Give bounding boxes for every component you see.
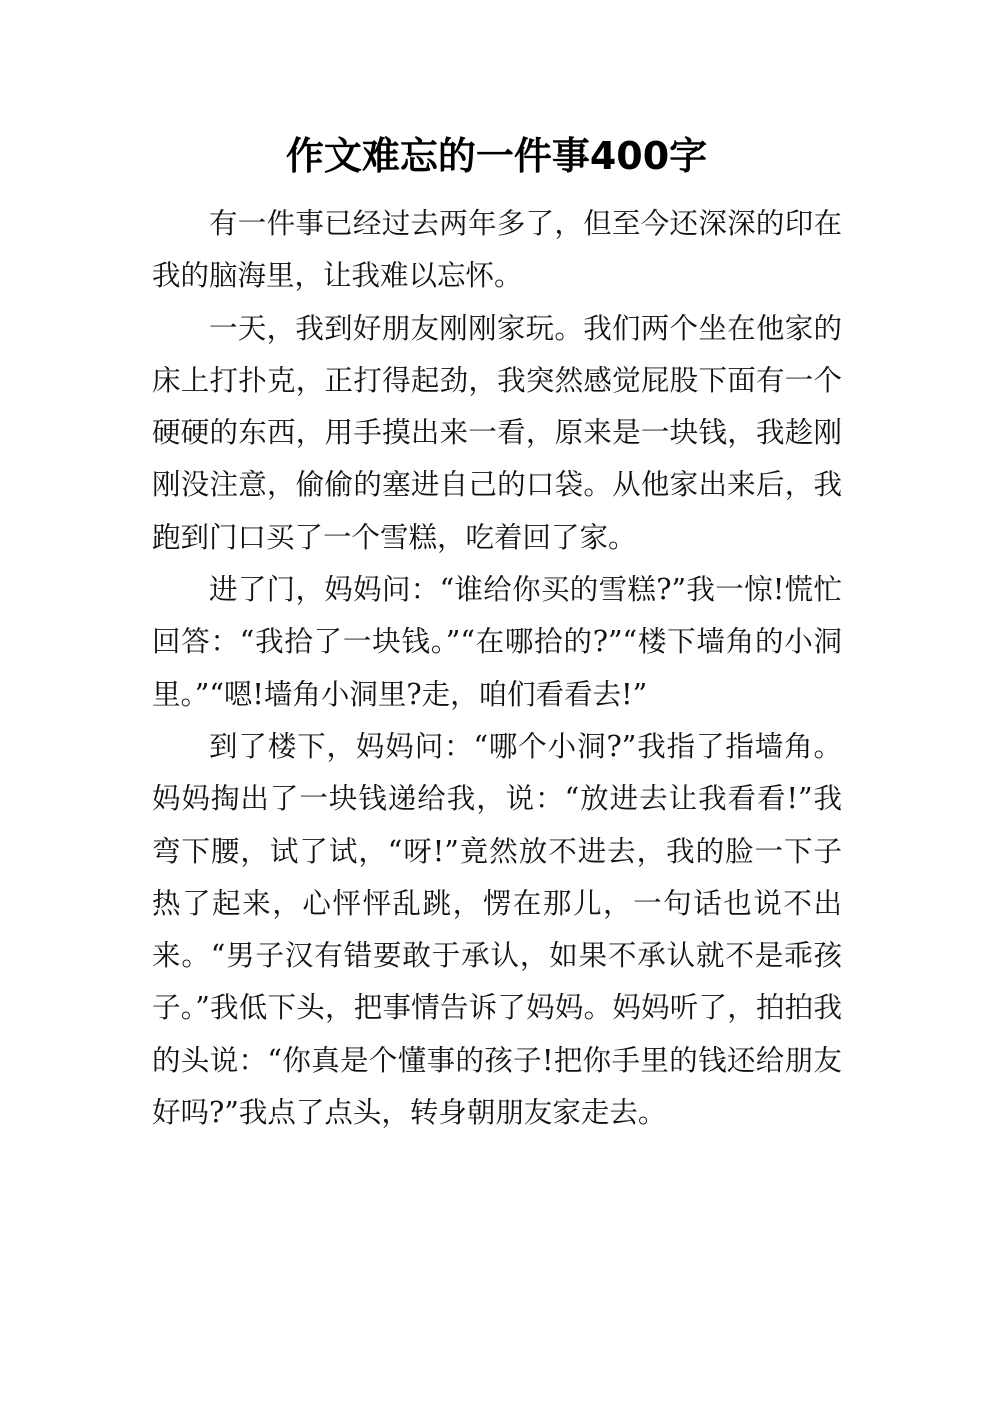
document-title: 作文难忘的一件事400字 xyxy=(285,134,708,178)
paragraph: 一天，我到好朋友刚刚家玩。我们两个坐在他家的床上打扑克，正打得起劲，我突然感觉屁股下面有一个硬硬的东西，用手摸出来一看，原来是一块钱，我趁刚刚没注意，偷偷的塞进自己的口袋。从他家出来后，我跑到门口买了一个雪糕，吃着回了家。 xyxy=(152,311,842,554)
paragraph: 有一件事已经过去两年多了，但至今还深深的印在我的脑海里，让我难以忘怀。 xyxy=(152,207,842,293)
paragraph: 进了门，妈妈问：“谁给你买的雪糕?”我一惊!慌忙回答：“我拾了一块钱。”“在哪拾的?”“楼下墙角的小洞里。”“嗯!墙角小洞里?走，咱们看看去!” xyxy=(152,573,842,711)
paragraph: 到了楼下，妈妈问：“哪个小洞?”我指了指墙角。妈妈掏出了一块钱递给我，说：“放进去让我看看!”我弯下腰，试了试，“呀!”竟然放不进去，我的脸一下子热了起来，心怦怦乱跳，愣在那儿，一句话也说不出来。“男子汉有错要敢于承认，如果不承认就不是乖孩子。”我低下头，把事情告诉了妈妈。妈妈听了，拍拍我的头说：“你真是个懂事的孩子!把你手里的钱还给朋友好吗?”我点了点头，转身朝朋友家走去。 xyxy=(152,729,842,1130)
document-body xyxy=(152,198,842,1139)
